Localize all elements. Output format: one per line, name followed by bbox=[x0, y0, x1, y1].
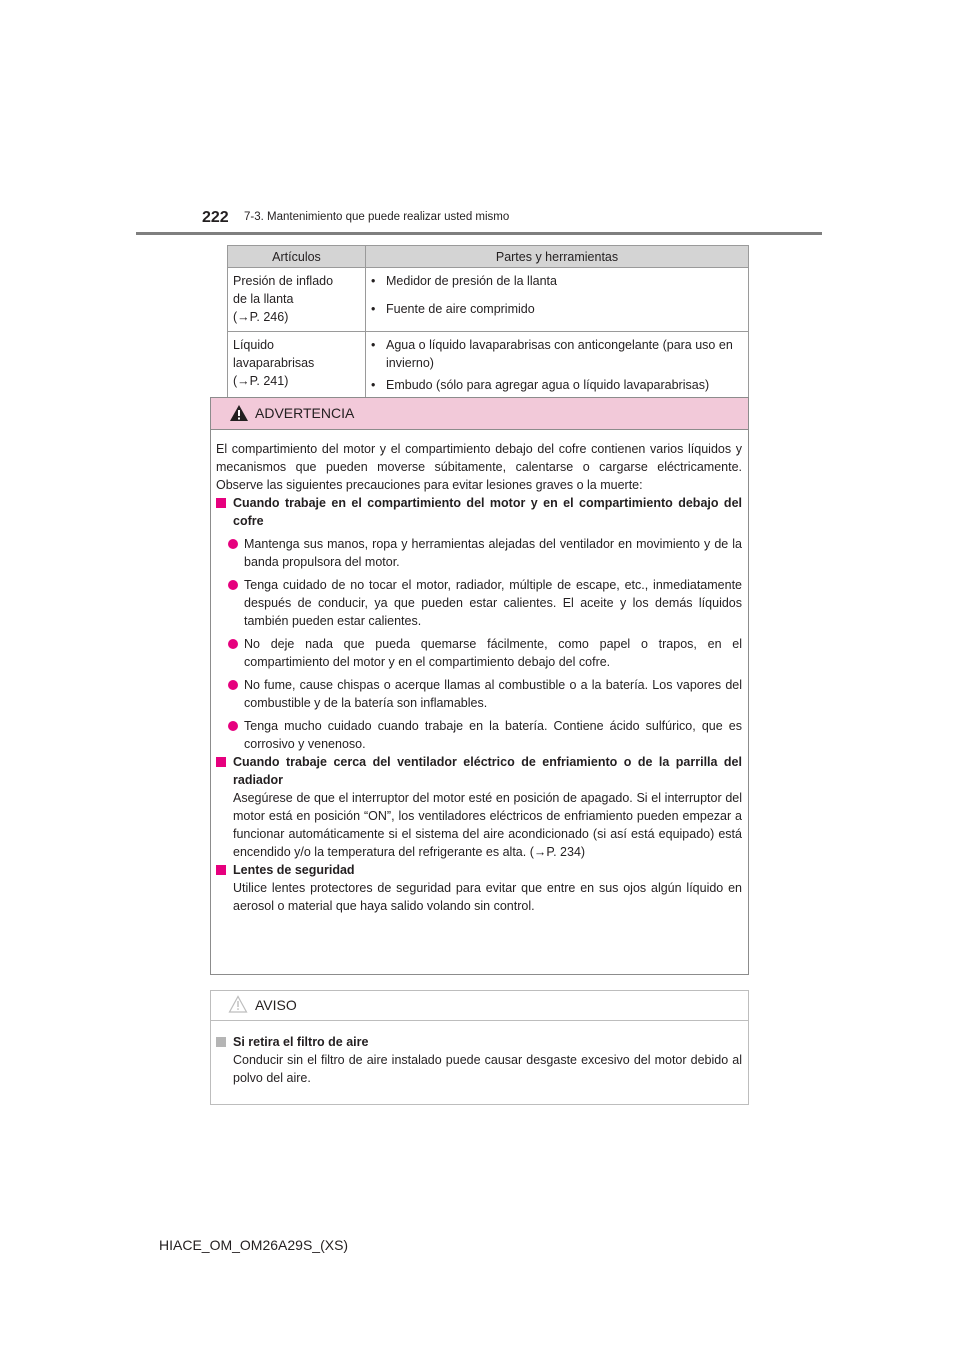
circle-bullet-icon bbox=[228, 539, 238, 549]
column-header-tools: Partes y herramientas bbox=[366, 246, 749, 268]
notice-header bbox=[211, 991, 748, 1021]
list-item: • Embudo (sólo para agregar agua o líquido lavaparabrisas) bbox=[371, 378, 710, 392]
caution-triangle-icon bbox=[228, 995, 248, 1013]
warning-paragraph: Utilice lentes protectores de seguridad para evitar que entre en sus ojos algún líquido en aerosol o material que haya salido volando sin control. bbox=[233, 881, 742, 913]
list-item: • Fuente de aire comprimido bbox=[371, 302, 535, 316]
square-bullet-icon bbox=[216, 757, 226, 767]
square-bullet-icon bbox=[216, 1037, 226, 1047]
header-divider bbox=[136, 232, 822, 235]
table-cell-tools bbox=[366, 332, 749, 400]
item-line: de la llanta bbox=[233, 292, 294, 306]
column-header-items: Artículos bbox=[228, 246, 366, 268]
item-line: Líquido bbox=[233, 338, 275, 352]
notice-title: AVISO bbox=[255, 997, 297, 1013]
list-item: • Agua o líquido lavaparabrisas con anticongelante (para uso en invierno) bbox=[371, 338, 733, 370]
warning-intro: El compartimiento del motor y el compartimiento debajo del cofre contienen varios líquidos y mecanismos que pueden moverse súbitamente, calentarse o cargarse eléctricamente. Observe las siguientes precauciones para evitar lesiones graves o la muerte: bbox=[216, 442, 742, 492]
page-reference: (→P. 241) bbox=[233, 374, 289, 388]
section-title: 7-3. Mantenimiento que puede realizar usted mismo bbox=[244, 211, 510, 223]
tools-table bbox=[227, 245, 749, 400]
warning-box bbox=[210, 397, 749, 975]
item-line: Presión de inflado bbox=[233, 274, 334, 288]
warning-heading: Lentes de seguridad bbox=[216, 861, 742, 879]
list-item: Tenga mucho cuidado cuando trabaje en la batería. Contiene ácido sulfúrico, que es corrosivo y venenoso. bbox=[216, 717, 742, 753]
list-item: • Medidor de presión de la llanta bbox=[371, 274, 557, 288]
warning-body bbox=[211, 430, 748, 915]
notice-body bbox=[211, 1021, 748, 1087]
notice-heading: Si retira el filtro de aire bbox=[216, 1033, 742, 1051]
circle-bullet-icon bbox=[228, 680, 238, 690]
warning-title: ADVERTENCIA bbox=[255, 405, 355, 421]
circle-bullet-icon bbox=[228, 580, 238, 590]
list-item: No fume, cause chispas o acerque llamas al combustible o a la batería. Los vapores del combustible y de la batería son inflamables. bbox=[216, 676, 742, 712]
notice-paragraph: Conducir sin el filtro de aire instalado puede causar desgaste excesivo del motor debido al polvo del aire. bbox=[233, 1053, 742, 1085]
circle-bullet-icon bbox=[228, 639, 238, 649]
list-item: Tenga cuidado de no tocar el motor, radiador, múltiple de escape, etc., inmediatamente después de conducir, ya que pueden estar calientes. El aceite y los demás líquidos también pueden estar calientes. bbox=[216, 576, 742, 630]
warning-paragraph: Asegúrese de que el interruptor del motor esté en posición de apagado. Si el interruptor del motor está en posición “ON”, los ventiladores eléctricos de enfriamiento pueden empezar a funcionar automáticamente si el sistema del aire acondicionado (si así está equipado) está encendido y/o la temperatura del refrigerante es alta. (→P. 234) bbox=[233, 791, 742, 859]
table-row bbox=[228, 332, 749, 400]
page-reference: (→P. 246) bbox=[233, 310, 289, 324]
table-cell-item bbox=[228, 332, 366, 400]
document-code: HIACE_OM_OM26A29S_(XS) bbox=[159, 1237, 349, 1253]
table-header-row bbox=[228, 246, 749, 268]
square-bullet-icon bbox=[216, 865, 226, 875]
list-item: Mantenga sus manos, ropa y herramientas alejadas del ventilador en movimiento y de la banda propulsora del motor. bbox=[216, 535, 742, 571]
warning-triangle-icon bbox=[229, 404, 249, 422]
notice-box bbox=[210, 990, 749, 1105]
item-line: lavaparabrisas bbox=[233, 356, 315, 370]
list-item: No deje nada que pueda quemarse fácilmente, como papel o trapos, en el compartimiento del motor y en el compartimiento debajo del cofre. bbox=[216, 635, 742, 671]
warning-heading: Cuando trabaje cerca del ventilador eléctrico de enfriamiento o de la parrilla del radiador bbox=[216, 753, 742, 789]
table-cell-tools bbox=[366, 268, 749, 332]
table-cell-item bbox=[228, 268, 366, 332]
page-number: 222 bbox=[202, 209, 229, 226]
warning-header bbox=[211, 398, 748, 430]
square-bullet-icon bbox=[216, 498, 226, 508]
table-row bbox=[228, 268, 749, 332]
warning-heading: Cuando trabaje en el compartimiento del motor y en el compartimiento debajo del cofre bbox=[216, 494, 742, 530]
circle-bullet-icon bbox=[228, 721, 238, 731]
